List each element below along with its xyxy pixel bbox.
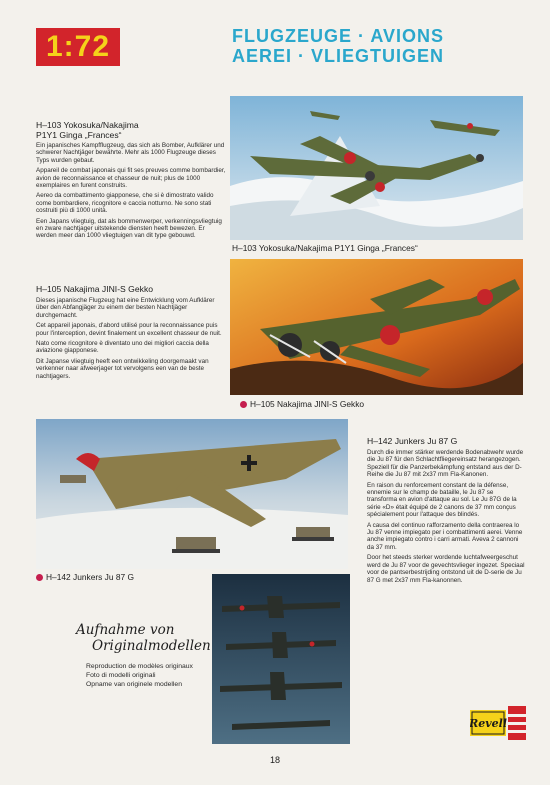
description-it: Nato come ricognitore è diventato uno dei migliori caccia della aviazione giapponese.	[36, 340, 209, 355]
item-title: H–105 Nakajima JINI-S Gekko	[36, 284, 154, 294]
headline-line-1: FLUGZEUGE · AVIONS	[232, 26, 445, 46]
caption-text: H–105 Nakajima JINI-S Gekko	[250, 399, 365, 409]
originals-heading	[76, 622, 216, 654]
originals-heading-line-1: Aufnahme von	[76, 622, 175, 638]
headline-line-2: AEREI · VLIEGTUIGEN	[232, 46, 445, 66]
originals-heading-line-2: Originalmodellen	[92, 638, 211, 654]
originals-line-fr: Reproduction de modèles originaux	[86, 663, 193, 670]
item-title: H–103 Yokosuka/Nakajima	[36, 120, 139, 130]
item-title: P1Y1 Ginga „Frances“	[36, 130, 122, 140]
description-nl: Een Japans vliegtuig, dat als bommenwerper, verkenningsvliegtuig en zware nachtjager uitstekende diensten heeft bewezen. Er werden meer dan 1000 vliegtuigen van dit type gebouwd.	[36, 217, 222, 240]
description-fr: En raison du renforcement constant de la défense, ennemie sur le champ de bataille, le Ju 87 se transforma en avion d'attaque au sol. Le Ju 87G de la série «D» était équipé de 2 canons de 37 mm conçus spécialement pour l'attaque des blindés.	[367, 481, 517, 519]
original-models-photo	[212, 574, 350, 744]
h103-box-art	[230, 96, 523, 240]
caption-text: H–142 Junkers Ju 87 G	[46, 572, 134, 582]
originals-list	[86, 662, 216, 689]
h103-caption: H–103 Yokosuka/Nakajima P1Y1 Ginga „Frances“	[232, 243, 418, 253]
description-fr: Appareil de combat japonais qui fit ses preuves comme bombardier, avion de reconnaissance et chasseur de nuit; plus de 1000 exemplaires en furent construits.	[36, 167, 226, 190]
page-number: 18	[269, 755, 280, 765]
description-de: Durch die immer stärker werdende Bodenabwehr wurde die Ju 87 für den Schlachtfliegereinsatz herangezogen. Speziell für die Panzerbekämpfung entstand aus der D-Reihe die Ju 87 mit 2x37 mm Fla-Kanonen.	[367, 449, 524, 479]
item-h142-text	[367, 436, 525, 587]
description-de: Ein japanisches Kampfflugzeug, das sich als Bomber, Aufklärer und schwerer Nachtjäger bewährte. Mehr als 1000 Flugzeuge dieses Typs wurden gebaut.	[36, 142, 225, 164]
bullet-icon	[36, 574, 43, 581]
h142-caption	[36, 572, 236, 582]
item-h105-text	[36, 284, 226, 383]
description-it: A causa del continuo rafforzamento della contraerea lo Ju 87 venne impiegato per i combattimenti aerei. Venne anche impiegato contro i carri armati. Aveva 2 cannoni da 37 mm.	[367, 521, 523, 551]
item-description	[36, 142, 226, 240]
description-it: Aereo da combattimento giapponese, che si è dimostrato valido come bombardiere, ricognitore e caccia notturno. Ne sono stati costruiti più di 1000 unità.	[36, 192, 214, 215]
description-nl: Dit Japanse vliegtuig heeft een ontwikkeling doorgemaakt van verkenner naar afweerjager tot vervolgens een van de beste nachtjagers.	[36, 357, 209, 380]
svg-text:Revell: Revell	[470, 717, 507, 730]
h142-box-art	[36, 419, 348, 569]
h105-box-art	[230, 259, 523, 395]
item-description	[367, 449, 525, 584]
description-de: Dieses japanische Flugzeug hat eine Entwicklung vom Aufklärer über den Abfangjäger zu einem der besten Nachtjäger durchgemacht.	[36, 297, 215, 319]
description-fr: Cet appareil japonais, d'abord utilisé pour la reconnaissance puis pour l'interception, devint finalement un excellent chasseur de nuit.	[36, 322, 222, 337]
scale-badge: 1:72	[36, 28, 120, 66]
description-nl: Door het steeds sterker wordende luchtafweergeschut werd de Ju 87 voor de gevechtsvlieger ingezet. Speciaal voor de pantserbestrijding ontstond uit de D-serie de Ju 87 G met 2x37 mm Fla-kanonnen.	[367, 554, 525, 584]
item-description	[36, 297, 226, 380]
h105-caption	[240, 399, 520, 409]
originals-line-it: Foto di modelli originali	[86, 672, 156, 679]
item-h103-text	[36, 120, 226, 243]
revell-logo	[470, 706, 526, 740]
item-title: H–142 Junkers Ju 87 G	[367, 436, 458, 446]
bullet-icon	[240, 401, 247, 408]
originals-line-nl: Opname van originele modellen	[86, 681, 182, 688]
